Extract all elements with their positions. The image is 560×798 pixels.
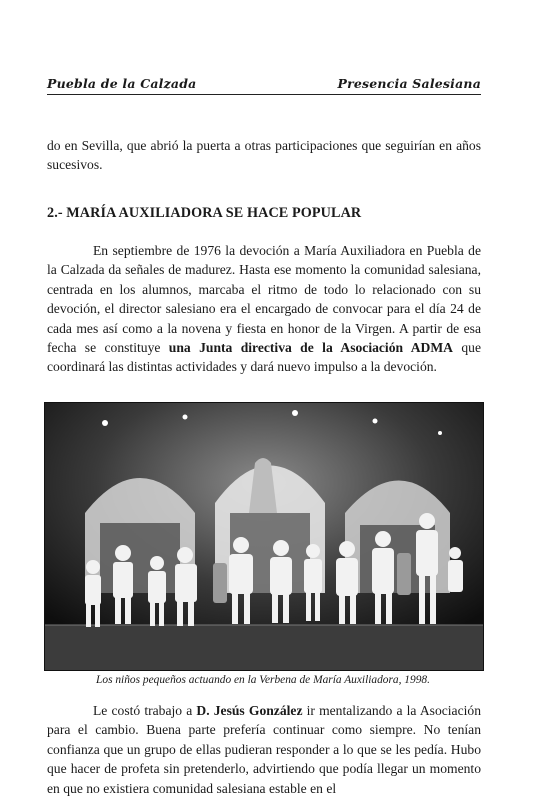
paragraph-adma [47, 241, 481, 377]
header-right-title: Presencia Salesiana [337, 76, 481, 91]
paragraph-jesus-text-b: ir mentalizando a la Asociación para el cambio. Buena parte prefería continuar como siempre. No tenían confianza que un grupo de ellas pudieran responder a lo que se les pedía. Hubo que hacer de profeta sin pretenderlo, advirtiendo que podía llegar un momento en que no existiera comunidad salesiana estable en el [47, 703, 481, 796]
paragraph-jesus-bold: D. Jesús González [196, 703, 303, 718]
photo-figure [44, 402, 484, 671]
paragraph-jesus-gonzalez [47, 701, 481, 798]
paragraph-adma-bold: una Junta directiva de la Asociación ADMA [168, 340, 453, 356]
running-header [47, 76, 481, 91]
paragraph-adma-text-a: En septiembre de 1976 la devoción a María Auxiliadora en Puebla de la Calzada da señales de madurez. Hasta ese momento la comunidad salesiana, centrada en los alumnos, marcaba el ritmo de todo lo relacionado con su devoción, el director salesiano era el encargado de convocar para el día 24 de cada mes así como a la novena y fiesta en honor de la Virgen. A partir de esa fecha se constituye [47, 243, 481, 356]
figure-caption: Los niños pequeños actuando en la Verbena de María Auxiliadora, 1998. [96, 674, 430, 686]
paragraph-jesus-text-a: Le costó trabajo a [93, 703, 197, 718]
paragraph-adma-text-b: que coordinará las distintas actividades y dará nuevo impulso a la devoción. [47, 340, 481, 375]
header-left-title: Puebla de la Calzada [47, 76, 197, 91]
section-heading: 2.- MARÍA AUXILIADORA SE HACE POPULAR [47, 205, 362, 221]
header-rule [47, 94, 481, 95]
photo-children-stage [45, 403, 483, 670]
paragraph-continuation: do en Sevilla, que abrió la puerta a otras participaciones que seguirían en años sucesivos. [47, 138, 481, 173]
